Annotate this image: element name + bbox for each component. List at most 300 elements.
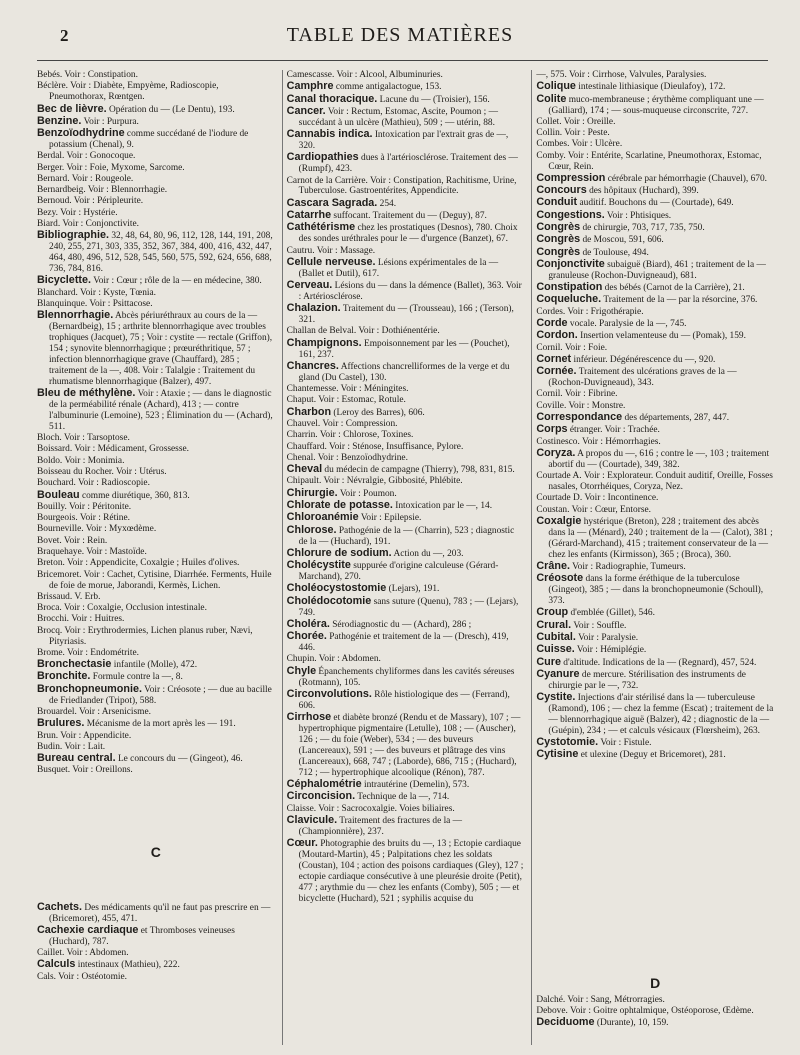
entry-heading: Bibliographie. (37, 229, 109, 242)
entry-text: Affections chancrelliformes de la verge et du gland (Du Castel), 130. (298, 361, 510, 383)
index-entry (536, 561, 774, 573)
index-entry (37, 592, 275, 603)
index-entry (37, 208, 275, 219)
entry-text: Brun. Voir : Appendicite. (37, 730, 132, 741)
entry-heading: Compression (536, 171, 606, 184)
entry-text: Bourgeois. Voir : Rétine. (37, 513, 130, 524)
index-entry (536, 505, 774, 516)
entry-text: Brocq. Voir : Erythrodermies, Lichen planus ruber, Nævi, Pityriasis. (37, 625, 253, 647)
entry-text: Bouilly. Voir : Péritonite. (37, 501, 132, 512)
entry-text: Bebés. Voir : Constipation. (37, 70, 138, 80)
entry-text: Béclère. Voir : Diabète, Empyème, Radioscopie, Pneumothorax, Rœntgen. (37, 81, 219, 103)
entry-text: et diabète bronzé (Rendu et de Massary), 107 ; — hypertrophique pigmentaire (Letulle), 108 ; — (Auscher), 126 ; — du foie (Weber), 534 ; — des buveurs (Lancereaux), 591 ; — des buveurs et plâtrage des vins (Lancereaux), 668, 747 ; (Laborde), 686, 715 ; (Huchard), 712 ; — hypertrophique alcoolique (Rénon), 787. (298, 713, 521, 778)
index-entry (536, 294, 774, 306)
entry-heading: Cachets. (37, 900, 83, 913)
entry-heading: Canal thoracique. (286, 92, 378, 105)
entry-heading: Cascara Sagrada. (286, 196, 378, 209)
entry-text: dans la forme éréthique de la tuberculose (Gingeot), 385 ; — dans la bronchopneumonie (Schoull), 373. (548, 574, 764, 607)
entry-heading: Corps (536, 423, 568, 436)
entry-text: Boldo. Voir : Monimia. (37, 455, 125, 466)
entry-text: Traitement du — (Trousseau), 166 ; (Terson), 321. (298, 304, 514, 326)
entry-heading: Charbon (286, 405, 332, 418)
entry-text: Voir : Paralysie. (575, 632, 639, 643)
entry-text: Cals. Voir : Ostéotomie. (37, 971, 128, 982)
entry-heading: Camphre (286, 80, 334, 93)
entry-text: Coustan. Voir : Cœur, Entorse. (536, 504, 651, 515)
entry-heading: Crural. (536, 618, 572, 631)
index-entry (536, 471, 774, 493)
index-entry (536, 1006, 774, 1017)
entry-text: infantile (Molle), 472. (111, 660, 198, 671)
entry-text: Pathogénie et traitement de la — (Dresch), 419, 446. (298, 632, 509, 654)
entry-heading: Calculs (37, 958, 76, 971)
index-entry (37, 925, 275, 948)
index-entry (287, 666, 525, 689)
entry-text: Voir : Créosote ; — due au bacille de Friedlander (Tripot), 588. (49, 684, 272, 706)
section-letter-c: C (150, 843, 161, 860)
index-entry (37, 299, 275, 310)
entry-text: Comby. Voir : Entérite, Scarlatine, Pneumothorax, Estomac, Cœur, Rein. (536, 150, 762, 172)
entry-text: Voir : Purpura. (81, 116, 139, 127)
index-entry (536, 117, 774, 128)
index-entry (37, 948, 275, 959)
index-entry (536, 632, 774, 644)
index-entry (37, 524, 275, 535)
entry-text: Courtade A. Voir : Explorateur. Conduit auditif, Oreille, Fosses nasales, Otorrhéiques, Coryza, Nez. (536, 471, 773, 493)
section-spacer (536, 762, 774, 972)
index-entry (37, 902, 275, 925)
index-entry (37, 490, 275, 502)
index-entry (536, 1017, 774, 1029)
entry-heading: Cuisse. (536, 643, 575, 656)
entry-heading: Chorée. (286, 630, 327, 643)
entry-text: intrautérine (Demelin), 573. (361, 779, 470, 790)
entry-text: Voir : Phtisiques. (604, 210, 672, 221)
entry-heading: Corde (536, 317, 568, 330)
index-entry (536, 573, 774, 607)
entry-heading: Cannabis indica. (286, 128, 373, 141)
index-entry (536, 234, 774, 246)
entry-heading: Cœur. (286, 837, 318, 849)
entry-text: Broca. Voir : Coxalgie, Occlusion intestinale. (37, 603, 207, 614)
index-entry (37, 536, 275, 547)
entry-text: Bloch. Voir : Tarsoptose. (37, 433, 130, 444)
entry-text: Le concours du — (Gingeot), 46. (115, 754, 243, 765)
entry-text: intestinale lithiasique (Dieulafoy), 172. (575, 82, 726, 93)
index-entry (37, 81, 275, 103)
index-entry (37, 219, 275, 230)
entry-heading: Cornet (536, 352, 572, 365)
entry-text: Voir : Epilepsie. (358, 513, 422, 524)
index-entry (287, 712, 525, 778)
index-entry (536, 173, 774, 185)
index-entry (287, 476, 525, 487)
entry-text: des hôpitaux (Huchard), 399. (586, 186, 699, 197)
index-entry (37, 174, 275, 185)
index-entry (287, 384, 525, 395)
entry-text: Cornil. Voir : Fibrine. (536, 389, 618, 400)
index-entry (536, 749, 774, 761)
index-entry (37, 959, 275, 971)
entry-text: Cautru. Voir : Massage. (286, 245, 376, 256)
index-entry (287, 94, 525, 106)
index-entry (287, 338, 525, 361)
index-entry (287, 500, 525, 512)
index-entry (287, 176, 525, 198)
index-entry (287, 525, 525, 548)
entry-text: Intoxication par le —, 14. (392, 501, 493, 512)
index-entry (287, 631, 525, 654)
entry-text: Brocchi. Voir : Huitres. (37, 614, 125, 625)
entry-text: Boissard. Voir : Médicament, Grossesse. (37, 444, 189, 455)
entry-heading: Catarrhe (286, 209, 332, 221)
entry-text: comme succédané de l'iodure de potassium (Chenal), 9. (49, 129, 249, 150)
index-entry (37, 70, 275, 81)
page-header (0, 24, 800, 52)
index-entry (37, 433, 275, 444)
index-entry (536, 995, 774, 1006)
index-entry (37, 288, 275, 299)
index-entry (287, 464, 525, 476)
index-entry (37, 467, 275, 478)
entry-text: Courtade D. Voir : Incontinence. (536, 493, 659, 504)
entry-text: Intoxication par l'extrait gras de —, 320. (298, 130, 509, 151)
entry-text: Bourneville. Voir : Myxœdème. (37, 524, 157, 535)
entry-text: comme diurétique, 360, 813. (79, 490, 190, 501)
index-entry (287, 779, 525, 791)
index-entry (536, 448, 774, 471)
entry-heading: Chalazion. (286, 302, 341, 315)
entry-text: Dalché. Voir : Sang, Métrorragies. (536, 994, 665, 1005)
entry-text: d'altitude. Indications de la — (Regnard), 457, 524. (560, 657, 757, 668)
entry-text: Braquehaye. Voir : Mastoïde. (37, 547, 147, 557)
index-entry (287, 488, 525, 500)
index-entry (536, 412, 774, 424)
entry-heading: Coqueluche. (536, 293, 602, 306)
page-number: 2 (60, 26, 69, 45)
entry-heading: Champignons. (286, 336, 362, 349)
index-entry (536, 94, 774, 117)
entry-text: Lésions expérimentales de la — (Ballet et Dutil), 617. (298, 257, 499, 279)
entry-heading: Croup (536, 606, 569, 619)
entry-heading: Cholécystite (286, 559, 351, 572)
entry-heading: Cyanure (536, 667, 580, 680)
entry-heading: Cystotomie. (536, 736, 599, 749)
entry-text: Collin. Voir : Peste. (536, 128, 610, 139)
index-entry (287, 430, 525, 441)
entry-heading: Cubital. (536, 630, 576, 643)
index-entry (287, 548, 525, 560)
entry-text: Pathogénie de la — (Charrin), 523 ; diagnostic de la — (Huchard), 191. (298, 525, 515, 547)
entry-heading: Créosote (536, 572, 584, 585)
entry-heading: Congrès (536, 233, 581, 246)
index-entry (287, 804, 525, 815)
index-entry (287, 791, 525, 803)
entry-heading: Bleu de méthylène. (37, 387, 136, 400)
entry-text: Chaput. Voir : Estomac, Rotule. (286, 395, 406, 406)
page-title: TABLE DES MATIÈRES (286, 24, 514, 46)
index-entry (287, 257, 525, 280)
index-entry (37, 513, 275, 524)
entry-text: suffocant. Traitement du — (Deguy), 87. (331, 211, 487, 221)
index-entry (287, 222, 525, 245)
entry-text: Abcès périuréthraux au cours de la — (Bernardbeig), 15 ; arthrite blennorrhagique avec troubles trophiques (Jacquet), 75 ; Voir : cystite — rectale (Griffon), 154 ; synovite blennorrhagique ; prœuréthritique, 57 ; infection blennorrhagique grave (Chauffard), 285 ; traitement de la —, 408. Voir : Talalgie : Traitement du rhumatisme blennorrhagique (Balzer), 497. (49, 311, 273, 387)
index-entry (37, 684, 275, 707)
entry-heading: Chloroanémie (286, 511, 359, 524)
entry-text: dues à l'artériosclérose. Traitement des — (Rumpf), 423. (298, 153, 518, 175)
header-rule (37, 60, 768, 61)
entry-heading: Chlorate de potasse. (286, 499, 393, 512)
entry-text: Chauffard. Voir : Sténose, Insuffisance, Pylore. (286, 441, 464, 452)
index-entry (37, 275, 275, 287)
entry-text: Bricemoret. Voir : Cachet, Cytisine, Diarrhée. Ferments, Huile de foie de morue, Jaborandi, Kermès, Lichen. (37, 569, 272, 591)
index-entry (37, 659, 275, 671)
index-entry (536, 259, 774, 282)
index-entry (287, 654, 525, 665)
entry-heading: Cellule nerveuse. (286, 255, 376, 268)
entry-text: Chantemesse. Voir : Méningites. (286, 384, 409, 395)
entry-text: chez les prostatiques (Desnos), 780. Choix des sondes uréthrales pour le — d'urgence (Banzet), 67. (298, 223, 518, 245)
entry-text: Bernardbeig. Voir : Blennorrhagie. (37, 185, 168, 196)
entry-text: subaiguë (Biard), 461 ; traitement de la — granuleuse (Rochon-Duvigneaud), 681. (548, 259, 766, 281)
entry-heading: Congestions. (536, 208, 605, 221)
entry-text: des bébés (Carnot de la Carrière), 21. (602, 283, 745, 294)
entry-text: Bezy. Voir : Hystérie. (37, 207, 118, 218)
index-entry (287, 326, 525, 337)
index-entry (37, 456, 275, 467)
entry-heading: Cerveau. (286, 279, 333, 291)
index-entry (536, 210, 774, 222)
index-entry (287, 583, 525, 595)
entry-heading: Bec de lièvre. (37, 102, 107, 115)
index-entry (536, 620, 774, 632)
entry-heading: Coxalgie (536, 514, 582, 527)
entry-text: (Durante), 10, 159. (594, 1018, 669, 1029)
entry-text: Voir : Radiographie, Tumeurs. (569, 561, 686, 572)
index-entry (37, 547, 275, 558)
index-entry (536, 282, 774, 294)
entry-heading: Congrès (536, 245, 581, 258)
entry-text: Action du —, 203. (391, 548, 464, 559)
index-entry (37, 707, 275, 718)
index-entry (287, 596, 525, 619)
entry-heading: Chlorose. (286, 523, 337, 536)
entry-text: Épanchements chyliformes dans les cavités séreuses (Rotmann), 105. (298, 666, 515, 688)
index-entry (37, 230, 275, 275)
entry-text: A propos du —, 616 ; contre le —, 103 ; traitement abortif du — (Courtade), 349, 382. (548, 448, 770, 470)
index-entry (287, 70, 525, 81)
index-column-2 (282, 70, 525, 1045)
entry-text: Bernoud. Voir : Péripleurite. (37, 196, 144, 207)
section-spacer (37, 864, 275, 902)
entry-heading: Choléocystostomie (286, 582, 387, 595)
entry-text: Traitement des ulcérations graves de la — (Rochon-Duvigneaud), 343. (548, 367, 737, 389)
index-entry (536, 669, 774, 692)
index-entry (536, 197, 774, 209)
entry-text: et ulexine (Deguy et Bricemoret), 281. (578, 750, 726, 761)
entry-text: Empoisonnement par les — (Pouchet), 161, 237. (298, 338, 510, 360)
section-spacer (37, 777, 275, 841)
entry-text: Berdal. Voir : Gonocoque. (37, 151, 136, 162)
index-entry (37, 196, 275, 207)
index-columns (37, 70, 774, 1045)
entry-heading: Constipation (536, 281, 603, 294)
index-entry (287, 419, 525, 430)
entry-text: cérébrale par hémorrhagie (Chauvel), 670. (605, 173, 767, 184)
entry-text: Berger. Voir : Foie, Myxome, Sarcome. (37, 162, 185, 173)
entry-text: Coville. Voir : Monstre. (536, 400, 626, 411)
entry-text: Technique de la —, 714. (355, 792, 450, 803)
index-entry (287, 815, 525, 838)
entry-text: Injections d'air stérilisé dans la — tuberculeuse (Ramond), 106 ; — chez la femme (Escat) ; traitement de la — blennorrhagique aiguë (Balzer), 42 ; diagnostic de la — (Guépin), 234 ; — et calculs vésicaux (Flœrsheim), 263. (548, 693, 774, 736)
entry-heading: Deciduome (536, 1016, 595, 1029)
index-entry (37, 444, 275, 455)
entry-text: Voir : Hémiplégie. (574, 645, 647, 656)
entry-text: Blanchard. Voir : Kyste, Tœnia. (37, 287, 156, 298)
index-entry (536, 437, 774, 448)
entry-text: inférieur. Dégénérescence du —, 920. (571, 354, 716, 365)
index-entry (287, 129, 525, 152)
entry-text: (Leroy des Barres), 606. (331, 407, 425, 418)
index-entry (536, 330, 774, 342)
index-entry (287, 246, 525, 257)
index-entry (536, 151, 774, 173)
entry-heading: Conduit (536, 196, 578, 209)
index-entry (536, 139, 774, 150)
entry-heading: Colite (536, 92, 567, 105)
index-entry (37, 151, 275, 162)
entry-text: Lacune du — (Troisier), 156. (377, 94, 490, 105)
entry-heading: Crâne. (536, 559, 570, 572)
index-entry (536, 644, 774, 656)
entry-heading: Chyle (286, 664, 317, 677)
entry-text: Brouardel. Voir : Arsenicisme. (37, 706, 151, 717)
entry-text: Combes. Voir : Ulcère. (536, 139, 623, 150)
index-entry (287, 303, 525, 326)
index-entry (536, 222, 774, 234)
index-entry (287, 838, 525, 904)
entry-heading: Coryza. (536, 446, 576, 459)
index-entry (536, 307, 774, 318)
entry-text: de Moscou, 591, 606. (580, 235, 664, 246)
index-entry (287, 407, 525, 419)
entry-text: Voir : Fistule. (598, 738, 652, 749)
entry-text: Rôle histiologique des — (Ferrand), 606. (298, 689, 510, 711)
entry-text: Boisseau du Rocher. Voir : Utérus. (37, 466, 167, 477)
index-entry (287, 619, 525, 631)
index-entry (37, 718, 275, 730)
index-entry (287, 198, 525, 210)
entry-text: Bernard. Voir : Rougeole. (37, 173, 134, 184)
index-entry (37, 614, 275, 625)
entry-text: Bouchard. Voir : Radioscopie. (37, 478, 150, 489)
entry-text: suppurée d'origine calculeuse (Gérard-Marchand), 270. (298, 561, 499, 583)
entry-heading: Benzine. (37, 114, 82, 127)
index-entry (287, 361, 525, 384)
entry-text: Bovet. Voir : Rein. (37, 535, 108, 546)
entry-heading: Benzoïodhydrine (37, 127, 125, 140)
entry-text: Blanquinque. Voir : Psittacose. (37, 298, 153, 309)
index-entry (37, 502, 275, 513)
entry-text: Sérodiagnostic du — (Achard), 286 ; (329, 619, 472, 630)
index-entry (37, 104, 275, 116)
entry-text: Traitement de la — par la résorcine, 376. (601, 295, 758, 306)
entry-text: Camescasse. Voir : Alcool, Albuminuries. (286, 70, 443, 80)
index-entry (536, 401, 774, 412)
index-entry (37, 671, 275, 683)
index-entry (37, 558, 275, 569)
index-entry (287, 560, 525, 583)
entry-heading: Cholédocotomie (286, 594, 372, 607)
index-entry (287, 442, 525, 453)
index-entry (536, 737, 774, 749)
index-entry (536, 366, 774, 389)
entry-heading: Cystite. (536, 691, 576, 704)
entry-heading: Cirrhose (286, 711, 332, 724)
entry-heading: Bouleau (37, 488, 80, 501)
entry-heading: Bureau central. (37, 752, 116, 765)
entry-heading: Chlorure de sodium. (286, 546, 392, 559)
entry-heading: Circoncision. (286, 790, 356, 803)
index-entry (37, 310, 275, 387)
entry-text: Voir : Souffle. (571, 620, 627, 631)
index-entry (536, 128, 774, 139)
entry-heading: Cheval (286, 463, 323, 476)
entry-text: Mécanisme de la mort après les — 191. (84, 719, 236, 730)
index-entry (536, 318, 774, 330)
index-entry (37, 765, 275, 776)
index-entry (287, 106, 525, 129)
entry-text: Claisse. Voir : Sacrocoxalgie. Voies biliaires. (286, 803, 455, 814)
index-entry (37, 742, 275, 753)
entry-text: vocale. Paralysie de la —, 745. (567, 319, 687, 330)
index-entry (37, 570, 275, 592)
entry-text: Insertion velamenteuse du — (Pomak), 159. (577, 331, 746, 342)
entry-heading: Colique (536, 80, 576, 93)
index-entry (37, 731, 275, 742)
entry-text: Cornil. Voir : Foie. (536, 342, 608, 353)
entry-text: Collet. Voir : Oreille. (536, 116, 616, 127)
index-entry (37, 163, 275, 174)
index-entry (37, 128, 275, 151)
entry-heading: Blennorrhagie. (37, 309, 114, 322)
entry-heading: Congrès (536, 221, 581, 234)
entry-text: 32, 48, 64, 80, 96, 112, 128, 144, 191, 208, 240, 255, 271, 303, 335, 352, 367, 384, 400, 416, 432, 447, 464, 480, 496, 512, 528, 545, 560, 575, 592, 624, 656, 688, 736, 784, 816. (49, 231, 273, 275)
index-entry (287, 395, 525, 406)
index-entry (37, 626, 275, 648)
entry-text: Breton. Voir : Appendicite, Coxalgie ; Huiles d'olives. (37, 558, 240, 569)
index-entry (287, 152, 525, 175)
entry-heading: Cure (536, 655, 561, 668)
index-entry (536, 247, 774, 259)
entry-text: étranger. Voir : Trachée. (567, 425, 660, 436)
entry-text: —, 575. Voir : Cirrhose, Valvules, Paralysies. (536, 70, 707, 80)
index-entry (536, 81, 774, 93)
entry-text: Formule contre la —, 8. (90, 672, 183, 683)
entry-text: comme antigalactogue, 153. (333, 82, 442, 93)
index-entry (536, 657, 774, 669)
index-entry (536, 607, 774, 619)
entry-heading: Circonvolutions. (286, 687, 372, 700)
index-entry (287, 689, 525, 712)
entry-text: Voir : Ataxie ; — dans le diagnostic de la perméabilité rénale (Achard), 413 ; — contre l'albuminurie (Lemoine), 523 ; Élimination du — (Achard), 511. (49, 389, 273, 432)
entry-text: auditif. Bouchons du — (Courtade), 649. (577, 198, 734, 209)
entry-heading: Clavicule. (286, 813, 338, 826)
index-entry (37, 116, 275, 128)
entry-text: Budin. Voir : Lait. (37, 741, 106, 752)
entry-text: Chipault. Voir : Névralgie, Gibbosité, Phlébite. (286, 476, 463, 487)
index-entry (536, 185, 774, 197)
